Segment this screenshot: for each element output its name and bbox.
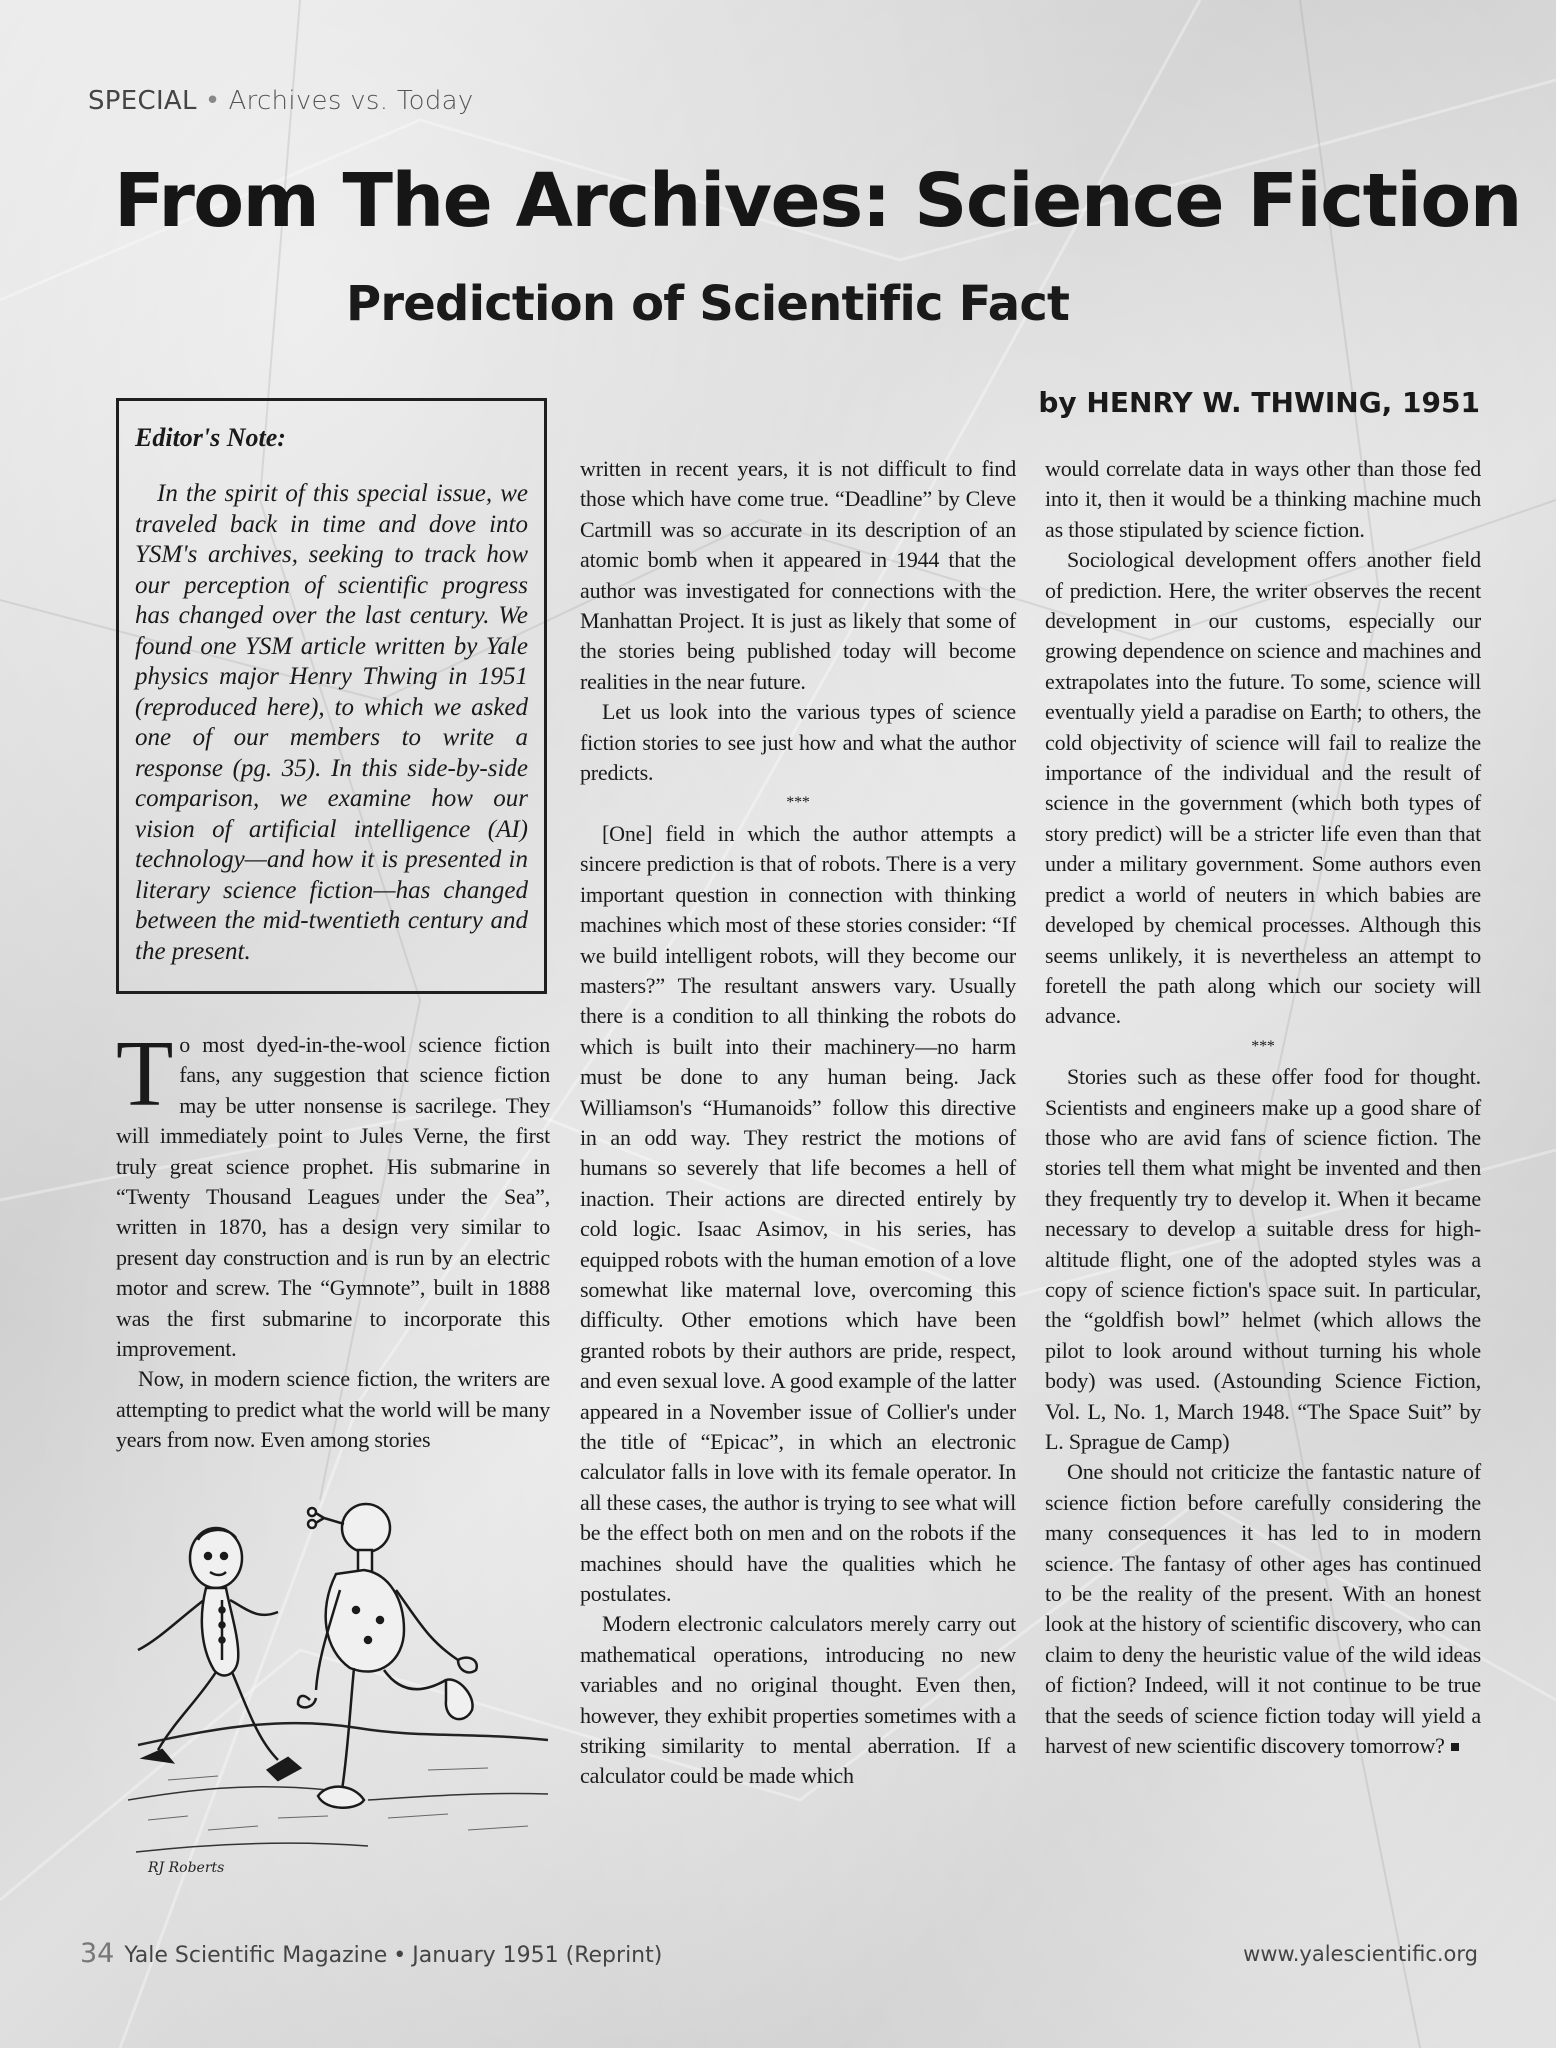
article-paragraph: [One] field in which the author attempts a sincere prediction is that of robots. There is a very important question in connection with thinking machines which most of these stories consider: “If we build intelligent robots, will they become our masters?” The resultant answers vary. Usually there is a condition to all thinking the robots do which is built into their machinery—no harm must be done to any human being. Jack Williamson's “Humanoids” follow this directive in an odd way. They restrict the motions of humans so severely that life becomes a hell of inaction. Their actions are directed entirely by cold logic. Isaac Asimov, in his series, has equipped robots with the human emotion of a love somewhat like maternal love, overcoming this difficulty. Other emotions which have been granted robots by their authors are pride, respect, and even sexual love. A good example of the latter appeared in a November issue of Collier's under the title of “Epicac”, in which an electronic calculator falls in love with its female operator. In all these cases, the author is trying to see what will be the effect both on men and on the robots if the machines should have the qualities which he postulates. xyxy=(580,820,1016,1607)
issue-date: January 1951 (Reprint) xyxy=(412,1943,663,1968)
article-paragraph: Modern electronic calculators merely carry out mathematical operations, introducing no new variables and no original thought. Even then, however, they exhibit properties sometimes with a striking similarity to mental aberration. If a calculator could be made which xyxy=(580,1611,1016,1789)
drop-cap: T xyxy=(116,1022,174,1126)
article-paragraph: One should not criticize the fantastic nature of science fiction before carefully considering the many consequences it has led to in modern science. The fantasy of other ages has continued to be the reality of the present. With an honest look at the history of scientific discovery, who can claim to deny the heuristic value of the wild ideas of fiction? Indeed, will it not continue to be true that the seeds of science fiction today will yield a harvest of new scientific discovery tomorrow? xyxy=(1045,1459,1481,1759)
section-separator: *** xyxy=(1251,1037,1275,1055)
editors-note-box xyxy=(116,398,547,994)
article-column-middle xyxy=(580,454,1016,1792)
bullet-icon: • xyxy=(204,86,221,116)
bullet-icon: • xyxy=(393,1943,407,1968)
section-name: SPECIAL xyxy=(88,86,197,116)
byline: by HENRY W. THWING, 1951 xyxy=(1038,386,1480,419)
footer-left xyxy=(80,1938,662,1969)
editors-note-text: In the spirit of this special issue, we traveled back in time and dove into YSM's archives, seeking to track how our perception of scientific progress has changed over the last century. We found one YSM article written by Yale physics major Henry Thwing in 1951 (reproduced here), to which we asked one of our members to write a response (pg. 35). In this side-by-side comparison, we examine how our vision of artificial intelligence (AI) technology—and how it is presented in literary science fiction—has changed between the mid-twentieth century and the present. xyxy=(135,480,528,965)
subsection-name: Archives vs. Today xyxy=(228,86,474,116)
article-paragraph: Sociological development offers another field of prediction. Here, the writer observes the recent development in our customs, especially our growing dependence on science and machines and extrapolates into the future. To some, science will eventually yield a paradise on Earth; to others, the cold objectivity of science will fail to realize the importance of the individual and the result of science in the government (which both types of story predict) will be a stricter life even than that under a military government. Some authors even predict a world of neuters in which babies are developed by chemical processes. Although this seems unlikely, it is nevertheless an attempt to foretell the path along which our society will advance. xyxy=(1045,547,1481,1029)
robots-illustration xyxy=(128,1500,558,1880)
website-link[interactable]: www.yalescientific.org xyxy=(1243,1942,1478,1966)
page-number: 34 xyxy=(80,1938,115,1969)
article-column-left xyxy=(116,1022,550,1456)
article-paragraph: Stories such as these offer food for thought. Scientists and engineers make up a good share of those who are avid fans of science fiction. The stories tell them what might be invented and then they frequently try to develop it. When it became necessary to develop a suitable dress for high-altitude flight, one of the adopted styles was a copy of science fiction's space suit. In particular, the “goldfish bowl” helmet (which allows the pilot to look around without turning his whole body) was used. (Astounding Science Fiction, Vol. L, No. 1, March 1948. “The Space Suit” by L. Sprague de Camp) xyxy=(1045,1064,1481,1454)
article-paragraph: Let us look into the various types of science fiction stories to see just how and what the author predicts. xyxy=(580,699,1016,786)
article-paragraph: Now, in modern science fiction, the writers are attempting to predict what the world will be many years from now. Even among stories xyxy=(116,1366,550,1453)
article-paragraph: written in recent years, it is not difficult to find those which have come true. “Deadline” by Cleve Cartmill was so accurate in its description of an atomic bomb when it appeared in 1944 that the author was investigated for connections with the Manhattan Project. It is just as likely that some of the stories being published today will become realities in the near future. xyxy=(580,456,1016,694)
artist-signature: RJ Roberts xyxy=(148,1860,225,1876)
article-title: From The Archives: Science Fiction xyxy=(114,158,1521,244)
section-label xyxy=(88,86,474,116)
magazine-name: Yale Scientific Magazine xyxy=(124,1943,388,1968)
section-separator: *** xyxy=(786,794,810,812)
article-subtitle: Prediction of Scientific Fact xyxy=(346,276,1070,332)
end-mark-icon xyxy=(1451,1743,1459,1751)
editors-note-heading: Editor's Note: xyxy=(135,423,286,452)
article-paragraph: To most dyed-in-the-wool science fiction fans, any suggestion that science fiction may be utter nonsense is sacrilege. They will immediately point to Jules Verne, the first truly great science prophet. His submarine in “Twenty Thousand Leagues under the Sea”, written in 1870, has a design very similar to present day construction and is run by an electric motor and screw. The “Gymnote”, built in 1888 was the first submarine to incorporate this improvement. xyxy=(116,1022,550,1362)
article-paragraph: would correlate data in ways other than those fed into it, then it would be a thinking machine much as those stipulated by science fiction. xyxy=(1045,456,1481,542)
article-column-right xyxy=(1045,454,1481,1761)
